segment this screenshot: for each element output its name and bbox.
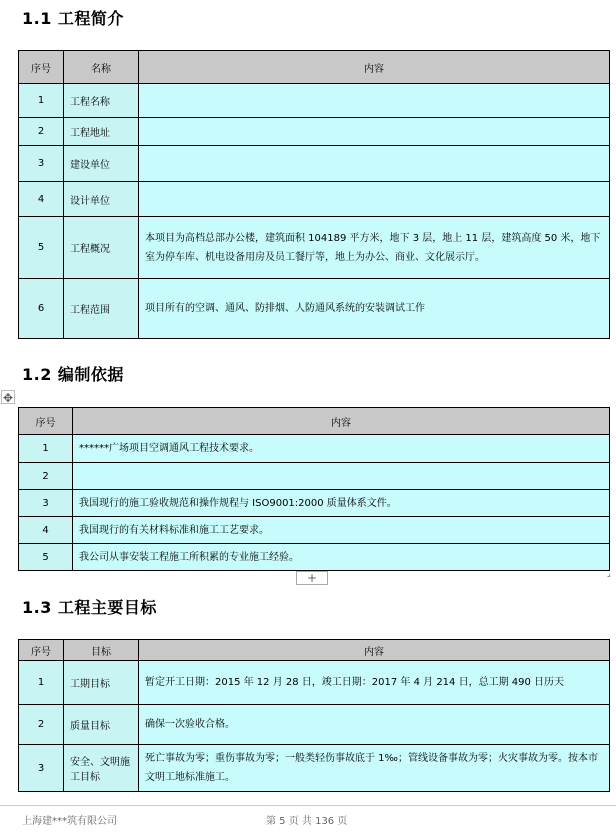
row-number: 2 <box>19 463 73 490</box>
row-name: 工程地址 <box>64 118 139 146</box>
table-row <box>19 435 610 463</box>
table-row <box>19 544 610 571</box>
row-number: 6 <box>19 279 64 339</box>
targets-table <box>18 639 610 792</box>
row-content[interactable]: ******广场项目空调通风工程技术要求。 <box>73 435 610 463</box>
column-header-content: 内容 <box>139 51 610 84</box>
column-header-no: 序号 <box>19 408 73 435</box>
table-row <box>19 279 610 339</box>
row-number: 3 <box>19 745 64 792</box>
row-content[interactable] <box>139 146 610 182</box>
row-content[interactable]: 项目所有的空调、通风、防排烟、人防通风系统的安装调试工作 <box>139 279 610 339</box>
row-name: 工程范围 <box>64 279 139 339</box>
column-header-content: 内容 <box>73 408 610 435</box>
row-number: 5 <box>19 217 64 279</box>
row-content[interactable]: 我公司从事安装工程施工所积累的专业施工经验。 <box>73 544 610 571</box>
section-2-heading: 1.2 编制依据 <box>22 365 124 384</box>
section-1-heading: 1.1 工程简介 <box>22 9 124 28</box>
add-row-button[interactable]: + <box>296 571 328 585</box>
table-row <box>19 490 610 517</box>
row-number: 2 <box>19 705 64 745</box>
table-row <box>19 705 610 745</box>
row-number: 1 <box>19 435 73 463</box>
table-row <box>19 463 610 490</box>
table-row <box>19 118 610 146</box>
row-name: 建设单位 <box>64 146 139 182</box>
column-header-no: 序号 <box>19 51 64 84</box>
row-content[interactable] <box>73 463 610 490</box>
row-content[interactable]: 我国现行的施工验收规范和操作规程与 ISO9001:2000 质量体系文件。 <box>73 490 610 517</box>
row-content[interactable]: 我国现行的有关材料标准和施工工艺要求。 <box>73 517 610 544</box>
column-header-name: 名称 <box>64 51 139 84</box>
row-content[interactable]: 本项目为高档总部办公楼，建筑面积 104189 平方米，地下 3 层，地上 11 层，建筑高度 50 米，地下室为停车库、机电设备用房及员工餐厅等，地上为办公、商业、文化展示厅。 <box>139 217 610 279</box>
row-number: 1 <box>19 84 64 118</box>
row-target: 安全、文明施工目标 <box>64 745 139 792</box>
basis-table <box>18 407 610 571</box>
row-number: 1 <box>19 661 64 705</box>
section-3-heading: 1.3 工程主要目标 <box>22 598 157 617</box>
table-row <box>19 661 610 705</box>
row-name: 工程名称 <box>64 84 139 118</box>
project-overview-table <box>18 50 610 339</box>
row-content[interactable]: 死亡事故为零；重伤事故为零；一般类轻伤事故底于 1‰；管线设备事故为零；火灾事故为零。按本市文明工地标准施工。 <box>139 745 610 792</box>
row-number: 3 <box>19 146 64 182</box>
row-content[interactable]: 暂定开工日期：2015 年 12 月 28 日，竣工日期：2017 年 4 月 214 日，总工期 490 日历天 <box>139 661 610 705</box>
column-header-content: 内容 <box>139 640 610 661</box>
row-number: 3 <box>19 490 73 517</box>
row-target: 工期目标 <box>64 661 139 705</box>
row-content[interactable] <box>139 118 610 146</box>
column-header-no: 序号 <box>19 640 64 661</box>
table-row <box>19 146 610 182</box>
row-content[interactable] <box>139 182 610 217</box>
row-number: 2 <box>19 118 64 146</box>
table-resize-icon[interactable]: ⌟ <box>607 569 611 578</box>
table-row <box>19 84 610 118</box>
footer-divider <box>0 805 616 806</box>
row-name: 设计单位 <box>64 182 139 217</box>
table-row <box>19 517 610 544</box>
row-content[interactable] <box>139 84 610 118</box>
row-name: 工程概况 <box>64 217 139 279</box>
row-number: 5 <box>19 544 73 571</box>
column-header-target: 目标 <box>64 640 139 661</box>
row-number: 4 <box>19 517 73 544</box>
table-row <box>19 217 610 279</box>
footer-company: 上海建***筑有限公司 <box>22 816 117 827</box>
table-move-icon[interactable]: ✥ <box>2 391 14 405</box>
table-row <box>19 182 610 217</box>
row-number: 4 <box>19 182 64 217</box>
table-row <box>19 745 610 792</box>
row-target: 质量目标 <box>64 705 139 745</box>
row-content[interactable]: 确保一次验收合格。 <box>139 705 610 745</box>
footer-page-number: 第 5 页 共 136 页 <box>266 816 348 827</box>
